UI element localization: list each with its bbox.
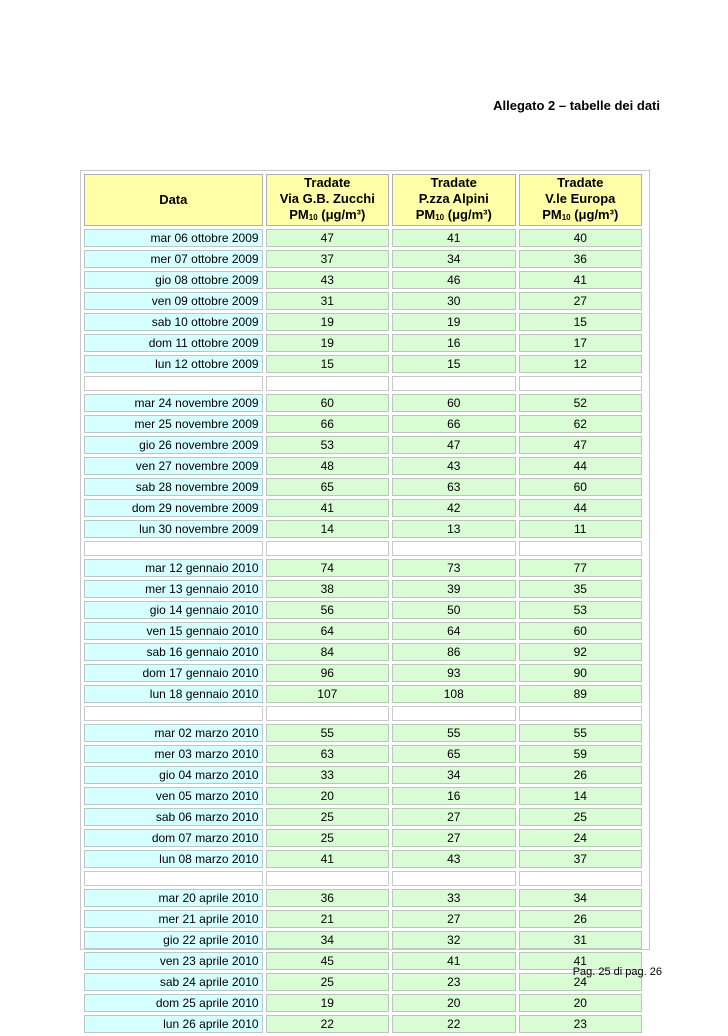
value-europa: 15 xyxy=(519,313,643,331)
date-cell: mar 20 aprile 2010 xyxy=(84,889,263,907)
date-cell: sab 24 aprile 2010 xyxy=(84,973,263,991)
value-alpini: 66 xyxy=(392,415,515,433)
separator-cell xyxy=(519,541,643,556)
value-europa: 35 xyxy=(519,580,643,598)
date-cell: mer 03 marzo 2010 xyxy=(84,745,263,763)
table-row xyxy=(84,973,642,991)
header-col-alpini xyxy=(392,174,515,226)
page-footer: Pag. 25 di pag. 26 xyxy=(572,966,662,978)
table-row xyxy=(84,250,642,268)
table-row xyxy=(84,952,642,970)
separator-cell xyxy=(392,541,515,556)
value-alpini: 42 xyxy=(392,499,515,517)
value-alpini: 73 xyxy=(392,559,515,577)
value-europa: 24 xyxy=(519,973,643,991)
value-zucchi: 56 xyxy=(266,601,389,619)
date-cell: lun 26 aprile 2010 xyxy=(84,1015,263,1033)
header-date: Data xyxy=(84,174,263,226)
value-europa: 47 xyxy=(519,436,643,454)
table-row xyxy=(84,787,642,805)
table-row xyxy=(84,850,642,868)
header-col-unit: $PM_{10}$ (μg/m³) xyxy=(415,207,492,222)
header-col-unit: $PM_{10}$ (μg/m³) xyxy=(289,207,366,222)
value-alpini: 55 xyxy=(392,724,515,742)
value-zucchi: 19 xyxy=(266,994,389,1012)
date-cell: gio 14 gennaio 2010 xyxy=(84,601,263,619)
value-zucchi: 66 xyxy=(266,415,389,433)
date-cell: gio 08 ottobre 2009 xyxy=(84,271,263,289)
value-europa: 60 xyxy=(519,478,643,496)
value-europa: 34 xyxy=(519,889,643,907)
table-row xyxy=(84,643,642,661)
value-europa: 90 xyxy=(519,664,643,682)
value-alpini: 65 xyxy=(392,745,515,763)
value-europa: 20 xyxy=(519,994,643,1012)
table-row xyxy=(84,559,642,577)
date-cell: mer 13 gennaio 2010 xyxy=(84,580,263,598)
value-alpini: 46 xyxy=(392,271,515,289)
value-europa: 89 xyxy=(519,685,643,703)
value-alpini: 27 xyxy=(392,808,515,826)
value-alpini: 19 xyxy=(392,313,515,331)
table-row xyxy=(84,292,642,310)
value-alpini: 86 xyxy=(392,643,515,661)
header-col-line2: Via G.B. Zucchi xyxy=(279,191,375,206)
value-alpini: 27 xyxy=(392,829,515,847)
group-separator-row xyxy=(84,706,642,721)
value-zucchi: 41 xyxy=(266,850,389,868)
header-col-line1: Tradate xyxy=(557,175,604,190)
value-zucchi: 45 xyxy=(266,952,389,970)
value-alpini: 60 xyxy=(392,394,515,412)
value-alpini: 22 xyxy=(392,1015,515,1033)
table-row xyxy=(84,766,642,784)
table-row xyxy=(84,1015,642,1033)
value-europa: 55 xyxy=(519,724,643,742)
separator-cell xyxy=(519,706,643,721)
value-europa: 17 xyxy=(519,334,643,352)
table-row xyxy=(84,994,642,1012)
value-europa: 59 xyxy=(519,745,643,763)
table-row xyxy=(84,334,642,352)
value-europa: 60 xyxy=(519,622,643,640)
value-alpini: 43 xyxy=(392,457,515,475)
group-separator-row xyxy=(84,541,642,556)
value-alpini: 13 xyxy=(392,520,515,538)
date-cell: lun 08 marzo 2010 xyxy=(84,850,263,868)
value-zucchi: 25 xyxy=(266,829,389,847)
value-alpini: 15 xyxy=(392,355,515,373)
value-zucchi: 48 xyxy=(266,457,389,475)
value-alpini: 34 xyxy=(392,250,515,268)
table-row xyxy=(84,745,642,763)
value-zucchi: 19 xyxy=(266,334,389,352)
value-europa: 31 xyxy=(519,931,643,949)
value-europa: 44 xyxy=(519,499,643,517)
value-zucchi: 41 xyxy=(266,499,389,517)
value-zucchi: 47 xyxy=(266,229,389,247)
date-cell: ven 09 ottobre 2009 xyxy=(84,292,263,310)
value-alpini: 39 xyxy=(392,580,515,598)
separator-cell xyxy=(84,706,263,721)
date-cell: mer 07 ottobre 2009 xyxy=(84,250,263,268)
date-cell: mar 12 gennaio 2010 xyxy=(84,559,263,577)
table-row xyxy=(84,685,642,703)
value-europa: 26 xyxy=(519,766,643,784)
value-zucchi: 63 xyxy=(266,745,389,763)
table-row xyxy=(84,601,642,619)
value-alpini: 34 xyxy=(392,766,515,784)
value-zucchi: 33 xyxy=(266,766,389,784)
table-row xyxy=(84,889,642,907)
value-europa: 53 xyxy=(519,601,643,619)
value-alpini: 41 xyxy=(392,229,515,247)
date-cell: sab 16 gennaio 2010 xyxy=(84,643,263,661)
separator-cell xyxy=(392,376,515,391)
value-alpini: 33 xyxy=(392,889,515,907)
value-alpini: 41 xyxy=(392,952,515,970)
table-body xyxy=(84,229,642,1033)
separator-cell xyxy=(392,871,515,886)
value-alpini: 20 xyxy=(392,994,515,1012)
value-europa: 23 xyxy=(519,1015,643,1033)
table-row xyxy=(84,520,642,538)
date-cell: dom 29 novembre 2009 xyxy=(84,499,263,517)
value-alpini: 30 xyxy=(392,292,515,310)
date-cell: gio 04 marzo 2010 xyxy=(84,766,263,784)
date-cell: gio 22 aprile 2010 xyxy=(84,931,263,949)
table-row xyxy=(84,394,642,412)
table-row xyxy=(84,931,642,949)
date-cell: gio 26 novembre 2009 xyxy=(84,436,263,454)
value-zucchi: 60 xyxy=(266,394,389,412)
date-cell: lun 12 ottobre 2009 xyxy=(84,355,263,373)
value-europa: 14 xyxy=(519,787,643,805)
value-zucchi: 64 xyxy=(266,622,389,640)
value-europa: 77 xyxy=(519,559,643,577)
value-zucchi: 55 xyxy=(266,724,389,742)
value-europa: 92 xyxy=(519,643,643,661)
value-alpini: 16 xyxy=(392,787,515,805)
separator-cell xyxy=(84,376,263,391)
separator-cell xyxy=(84,541,263,556)
value-zucchi: 43 xyxy=(266,271,389,289)
table-row xyxy=(84,436,642,454)
separator-cell xyxy=(266,376,389,391)
page-heading: Allegato 2 – tabelle dei dati xyxy=(493,98,660,113)
value-europa: 62 xyxy=(519,415,643,433)
value-zucchi: 15 xyxy=(266,355,389,373)
value-alpini: 50 xyxy=(392,601,515,619)
table-row xyxy=(84,271,642,289)
value-zucchi: 14 xyxy=(266,520,389,538)
value-europa: 24 xyxy=(519,829,643,847)
date-cell: lun 30 novembre 2009 xyxy=(84,520,263,538)
value-europa: 37 xyxy=(519,850,643,868)
date-cell: mar 06 ottobre 2009 xyxy=(84,229,263,247)
date-cell: mar 02 marzo 2010 xyxy=(84,724,263,742)
group-separator-row xyxy=(84,871,642,886)
date-cell: ven 23 aprile 2010 xyxy=(84,952,263,970)
separator-cell xyxy=(266,706,389,721)
header-col-zucchi xyxy=(266,174,389,226)
date-cell: lun 18 gennaio 2010 xyxy=(84,685,263,703)
value-zucchi: 25 xyxy=(266,808,389,826)
value-zucchi: 31 xyxy=(266,292,389,310)
value-europa: 11 xyxy=(519,520,643,538)
value-zucchi: 20 xyxy=(266,787,389,805)
value-alpini: 27 xyxy=(392,910,515,928)
group-separator-row xyxy=(84,376,642,391)
value-zucchi: 34 xyxy=(266,931,389,949)
header-col-unit: $PM_{10}$ (μg/m³) xyxy=(542,207,619,222)
table-row xyxy=(84,829,642,847)
table-row xyxy=(84,808,642,826)
value-alpini: 108 xyxy=(392,685,515,703)
table-row xyxy=(84,622,642,640)
value-europa: 40 xyxy=(519,229,643,247)
table-row xyxy=(84,724,642,742)
date-cell: mer 25 novembre 2009 xyxy=(84,415,263,433)
value-zucchi: 19 xyxy=(266,313,389,331)
value-alpini: 32 xyxy=(392,931,515,949)
pm10-data-table xyxy=(81,171,645,1036)
separator-cell xyxy=(266,541,389,556)
table-row xyxy=(84,457,642,475)
table-row xyxy=(84,478,642,496)
value-zucchi: 107 xyxy=(266,685,389,703)
date-cell: dom 17 gennaio 2010 xyxy=(84,664,263,682)
value-zucchi: 84 xyxy=(266,643,389,661)
value-alpini: 64 xyxy=(392,622,515,640)
value-zucchi: 37 xyxy=(266,250,389,268)
date-cell: mer 21 aprile 2010 xyxy=(84,910,263,928)
date-cell: ven 15 gennaio 2010 xyxy=(84,622,263,640)
separator-cell xyxy=(266,871,389,886)
value-alpini: 43 xyxy=(392,850,515,868)
table-row xyxy=(84,664,642,682)
date-cell: sab 10 ottobre 2009 xyxy=(84,313,263,331)
date-cell: dom 07 marzo 2010 xyxy=(84,829,263,847)
header-col-line1: Tradate xyxy=(430,175,477,190)
table-row xyxy=(84,415,642,433)
value-zucchi: 36 xyxy=(266,889,389,907)
value-alpini: 63 xyxy=(392,478,515,496)
value-alpini: 93 xyxy=(392,664,515,682)
date-cell: ven 05 marzo 2010 xyxy=(84,787,263,805)
date-cell: sab 28 novembre 2009 xyxy=(84,478,263,496)
value-alpini: 23 xyxy=(392,973,515,991)
value-zucchi: 74 xyxy=(266,559,389,577)
value-europa: 26 xyxy=(519,910,643,928)
table-row xyxy=(84,229,642,247)
date-cell: dom 25 aprile 2010 xyxy=(84,994,263,1012)
value-alpini: 16 xyxy=(392,334,515,352)
value-europa: 52 xyxy=(519,394,643,412)
table-row xyxy=(84,580,642,598)
separator-cell xyxy=(392,706,515,721)
date-cell: dom 11 ottobre 2009 xyxy=(84,334,263,352)
value-europa: 27 xyxy=(519,292,643,310)
table-row xyxy=(84,499,642,517)
value-alpini: 47 xyxy=(392,436,515,454)
value-europa: 36 xyxy=(519,250,643,268)
value-europa: 25 xyxy=(519,808,643,826)
date-cell: sab 06 marzo 2010 xyxy=(84,808,263,826)
table-header-row xyxy=(84,174,642,226)
separator-cell xyxy=(84,871,263,886)
table-row xyxy=(84,910,642,928)
value-europa: 41 xyxy=(519,952,643,970)
separator-cell xyxy=(519,376,643,391)
value-zucchi: 25 xyxy=(266,973,389,991)
value-zucchi: 53 xyxy=(266,436,389,454)
value-europa: 12 xyxy=(519,355,643,373)
header-col-line2: V.le Europa xyxy=(545,191,616,206)
header-col-europa xyxy=(519,174,643,226)
date-cell: ven 27 novembre 2009 xyxy=(84,457,263,475)
separator-cell xyxy=(519,871,643,886)
table-row xyxy=(84,313,642,331)
value-zucchi: 65 xyxy=(266,478,389,496)
header-col-line2: P.zza Alpini xyxy=(418,191,489,206)
value-zucchi: 38 xyxy=(266,580,389,598)
value-zucchi: 96 xyxy=(266,664,389,682)
value-europa: 41 xyxy=(519,271,643,289)
header-col-line1: Tradate xyxy=(304,175,351,190)
date-cell: mar 24 novembre 2009 xyxy=(84,394,263,412)
value-europa: 44 xyxy=(519,457,643,475)
value-zucchi: 21 xyxy=(266,910,389,928)
value-zucchi: 22 xyxy=(266,1015,389,1033)
table-row xyxy=(84,355,642,373)
